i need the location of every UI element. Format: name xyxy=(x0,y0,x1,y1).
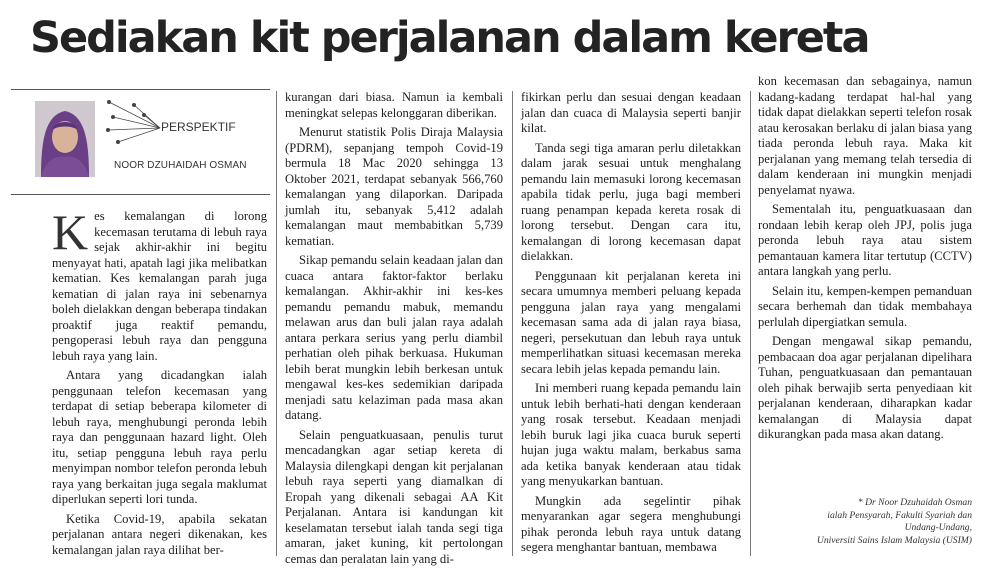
article-paragraph: Antara yang dicadangkan ialah penggunaan telefon kecemasan yang terdapat di setiap beberapa kilometer di lebuh raya, menghubungi peronda lebih raya dan penggunaan hazard light. Oleh itu, setiap pengguna lebuh raya perlu menyimpan nombor telefon peronda lebuh raya yang berkaitan juga segala maklumat diperlukan seperti lori tunda. xyxy=(52,368,267,506)
article-paragraph: Sementalah itu, penguatkuasaan dan rondaan lebih kerap oleh JPJ, polis juga peronda lebuh raya atau sistem pemantauan kamera litar tertutup (CCTV) antara langkah yang perlu. xyxy=(758,202,972,278)
article-paragraph: Ini memberi ruang kepada pemandu lain untuk lebih berhati-hati dengan kenderaan yang rosak tersebut. Keadaan menjadi lebih buruk lagi jika cuaca buruk seperti hujan juga waktu malam, berkabus sama ada ketika banyak kenderaan atau tidak yang menyukarkan bantuan. xyxy=(521,381,741,488)
article-paragraph: Penggunaan kit perjalanan kereta ini secara umumnya memberi peluang kepada pengguna jalan raya yang mengalami kecemasan sama ada di jalan raya biasa, negeri, persekutuan dan lebuh raya untuk memperlihatkan situasi kecemasan mereka secara lebih jelas kepada pemandu lain. xyxy=(521,268,741,376)
signoff-line: ialah Pensyarah, Fakulti Syariah dan xyxy=(827,509,972,521)
column-divider xyxy=(276,91,277,556)
article-column-3 xyxy=(521,90,741,556)
article-paragraph: Menurut statistik Polis Diraja Malaysia (PDRM), sepanjang tempoh Covid-19 bermula 18 Mac 2020 sehingga 13 Oktober 2021, terdapat sebanyak 566,760 kemalangan yang dilaporkan. Daripada jumlah itu, sebanyak 5,412 adalah kemalangan maut membabitkan 5,739 kematian. xyxy=(285,125,503,248)
article-paragraph: kon kecemasan dan sebagainya, namun kadang-kadang terdapat hal-hal yang tidak dapat dielakkan seperti telefon rosak atau kerosakan berlaku di jalan biasa yang tiada peronda lebuh raya. Maka kit perjalanan yang memang telah tersedia di dalam kenderaan ini mungkin menjadi penyelamat nyawa. xyxy=(758,74,972,197)
author-signoff xyxy=(765,497,972,547)
article-column-2 xyxy=(285,90,503,567)
column-divider xyxy=(512,91,513,556)
signoff-line: * Dr Noor Dzuhaidah Osman xyxy=(857,497,972,508)
article-paragraph: Kes kemalangan di lorong kecemasan terutama di lebuh raya sejak akhir-akhir ini begitu menyayat hati, apatah lagi jika melibatkan kematian. Kes kemalangan parah juga kematian di jalan raya ini sebenarnya boleh dielakkan dengan beberapa tindakan proaktif juga reaktif pemandu, pengoperasi lebuh raya dan pengguna lebuh raya yang lain. xyxy=(52,204,267,363)
article-paragraph: Sikap pemandu selain keadaan jalan dan cuaca antara faktor-faktor berlaku kemalangan. Akhir-akhir ini kes-kes pemandu pemandu mabuk, memandu melawan arus dan buli jalan raya adalah antara perkara serius yang perlu diambil perhatian oleh pihak berkuasa. Hukuman lebih berat mungkin lebih berkesan untuk mengawal kes-kes sedemikian daripada menjadi satu kelaziman pada masa akan datang. xyxy=(285,253,503,422)
article-paragraph: Ketika Covid-19, apabila sekatan perjalanan antara negeri dikenakan, kes kemalangan jalan raya dilihat ber- xyxy=(52,511,267,557)
section-label: PERSPEKTIF xyxy=(161,120,236,134)
article-paragraph: Dengan mengawal sikap pemandu, pembacaan doa agar perjalanan dipelihara Tuhan, penguatkuasaan dan pemantauan oleh pihak berwajib serta penyediaan kit perjalanan kenderaan, diharapkan kadar kemalangan di Malaysia dapat dikurangkan pada masa akan datang. xyxy=(758,334,972,441)
byline-bottom-rule xyxy=(11,194,270,195)
signoff-line: Undang-Undang, xyxy=(904,522,972,533)
article-paragraph: kurangan dari biasa. Namun ia kembali meningkat selepas kelonggaran diberikan. xyxy=(285,90,503,120)
column-divider xyxy=(750,91,751,556)
signoff-line: Universiti Sains Islam Malaysia (USIM) xyxy=(816,534,972,546)
perspektif-line-graphic xyxy=(104,96,164,146)
headline: Sediakan kit perjalanan dalam kereta xyxy=(30,13,869,63)
article-paragraph: Tanda segi tiga amaran perlu diletakkan dalam jarak sesuai untuk menghalang pemandu lain memasuki lorong kecemasan apabila tidak perlu, juga bagi memberi ruang penampan kepada kereta rosak di lorong tersebut. Dengan cara itu, kemalangan di lorong kecemasan dapat dielakkan. xyxy=(521,140,741,263)
article-paragraph: Mungkin ada segelintir pihak menyarankan agar segera menghubungi pihak peronda lebuh raya untuk datang segera menghantar bantuan, membawa xyxy=(521,493,741,554)
byline-top-rule xyxy=(11,89,270,90)
author-name: NOOR DZUHAIDAH OSMAN xyxy=(114,160,247,171)
article-paragraph: Selain itu, kempen-kempen pemanduan secara berhemah dan tidak membahaya perlulah dipergiatkan semula. xyxy=(758,283,972,329)
article-column-1 xyxy=(52,204,267,558)
article-paragraph: fikirkan perlu dan sesuai dengan keadaan jalan dan cuaca di Malaysia seperti banjir kilat. xyxy=(521,90,741,135)
author-photo xyxy=(35,101,95,177)
article-paragraph: Selain penguatkuasaan, penulis turut mencadangkan agar setiap kereta di Malaysia dilengkapi dengan kit perjalanan lebuh raya seperti yang diamalkan di Eropah yang dikenali sebagai AA Kit Perjalanan. Antara isi kandungan kit keselamatan tersebut ialah tanda segi tiga amaran, jaket kuning, kit pertolongan cemas dan peralatan lain yang di- xyxy=(285,427,503,566)
drop-cap: K xyxy=(52,204,89,260)
article-column-4 xyxy=(758,74,972,443)
